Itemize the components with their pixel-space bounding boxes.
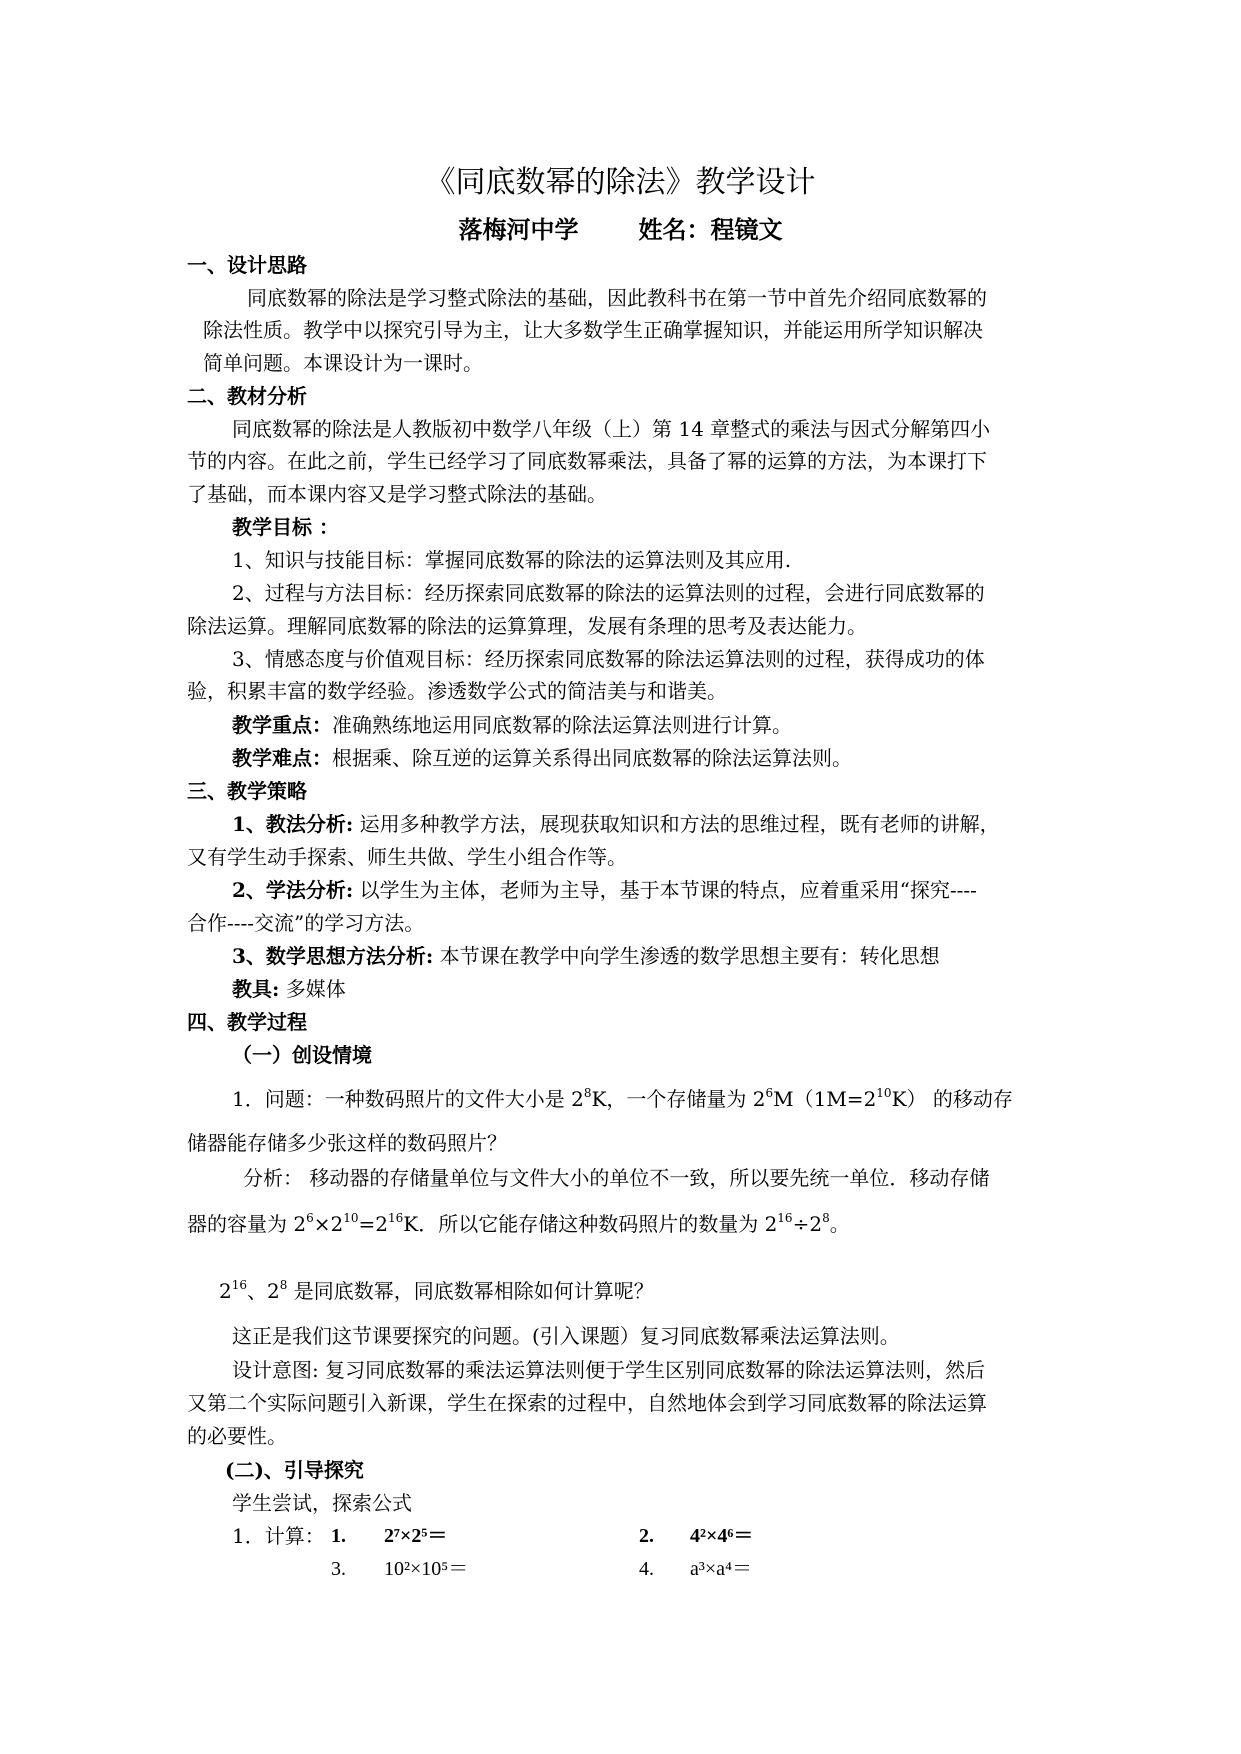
key-point: [232, 711, 1241, 739]
exercise-number: 2.: [639, 1525, 654, 1547]
goal-item: 3、情感态度与价值观目标：经历探索同底数幂的除法运算法则的过程，获得成功的体: [232, 647, 985, 671]
analysis-text: ÷2: [792, 1212, 823, 1236]
goal-item: 1、知识与技能目标：掌握同底数幂的除法的运算法则及其应用.: [232, 548, 792, 572]
intent-line-continued: 又第二个实际问题引入新课，学生在探索的过程中，自然地体会到学习同底数幂的除法运算: [187, 1391, 987, 1415]
goals-heading: 教学目标 ：: [232, 515, 339, 539]
strategy-label: 2、学法分析:: [232, 878, 354, 902]
section-heading-material: 二、教材分析: [187, 384, 307, 408]
problem-text: K，一个存储量为 2: [591, 1087, 766, 1111]
problem-line-continued: 储器能存储多少张这样的数码照片？: [187, 1131, 507, 1155]
strategy-label: 1、教法分析:: [232, 812, 354, 836]
paragraph-line: 同底数幂的除法是人教版初中数学八年级（上）第 14 章整式的乘法与因式分解第四小: [232, 417, 991, 441]
exponent: 6: [306, 1211, 314, 1225]
exponent: 8: [279, 1278, 288, 1292]
paragraph-line: 了基础，而本课内容又是学习整式除法的基础。: [187, 482, 607, 506]
exponent: 10: [343, 1211, 359, 1225]
exercise-number: 3.: [331, 1558, 346, 1580]
analysis-text: 器的容量为 2: [187, 1212, 307, 1236]
strategy-item: [232, 942, 1241, 970]
intro-line: 这正是我们这节课要探究的问题。(引入课题）复习同底数幂乘法运算法则。: [232, 1324, 900, 1348]
key-point-label: 教学重点：: [232, 713, 332, 737]
strategy-text: 本节课在教学中向学生渗透的数学思想主要有：转化思想: [433, 944, 940, 968]
analysis-line: 分析： 移动器的存储量单位与文件大小的单位不一致，所以要先统一单位．移动存储: [243, 1166, 990, 1190]
tools-text: 多媒体: [279, 977, 346, 1001]
exercise-expression: 4²×4⁶＝: [690, 1525, 754, 1547]
analysis-text: =2: [358, 1212, 388, 1236]
analysis-text: ×2: [313, 1212, 344, 1236]
school-name: 落梅河中学: [458, 215, 579, 244]
section-heading-process: 四、教学过程: [187, 1010, 307, 1034]
exponent: 6: [765, 1086, 774, 1100]
strategy-text: 运用多种教学方法，展现获取知识和方法的思维过程，既有老师的讲解，: [353, 812, 1000, 836]
exercise-expression: 10²×10⁵＝: [384, 1558, 469, 1580]
key-point-text: 准确熟练地运用同底数幂的除法运算法则进行计算。: [332, 713, 792, 737]
intent-line: 设计意图: 复习同底数幂的乘法运算法则便于学生区别同底数幂的除法运算法则，然后: [232, 1358, 986, 1382]
paragraph-line: 同底数幂的除法是学习整式除法的基础，因此教科书在第一节中首先介绍同底数幂的: [247, 286, 987, 310]
tools-line: [232, 975, 1241, 1003]
paragraph-line: 简单问题。本课设计为一课时。: [203, 351, 483, 375]
problem-text: 1．问题：一种数码照片的文件大小是 2: [232, 1087, 584, 1111]
goal-item-continued: 验，积累丰富的数学经验。渗透数学公式的简洁美与和谐美。: [187, 679, 727, 703]
section-heading-design: 一、设计思路: [187, 253, 307, 277]
student-try-line: 学生尝试，探索公式: [232, 1491, 412, 1515]
analysis-text: K．所以它能存储这种数码照片的数量为 2: [403, 1212, 778, 1236]
analysis-text: 。: [829, 1212, 850, 1236]
exponent: 16: [231, 1278, 248, 1292]
strategy-label: 3、数学思想方法分析:: [232, 944, 434, 968]
strategy-item-continued: 又有学生动手探索、师生共做、学生小组合作等。: [187, 845, 627, 869]
strategy-item: [232, 810, 1241, 838]
strategy-item: [232, 876, 1241, 904]
difficult-point-text: 根据乘、除互逆的运算关系得出同底数幂的除法运算法则。: [332, 746, 852, 770]
exponent: 8: [822, 1211, 830, 1225]
author-line: [0, 214, 1241, 246]
problem-line: [232, 1085, 1241, 1113]
tools-label: 教具:: [232, 977, 280, 1001]
calc-label: 1．计算：: [232, 1524, 325, 1548]
difficult-point: [232, 744, 1241, 772]
goal-item: 2、过程与方法目标：经历探索同底数幂的除法的运算法则的过程，会进行同底数幂的: [232, 581, 985, 605]
subsection-heading-situation: （一）创设情境: [232, 1043, 372, 1067]
exponent: 8: [583, 1086, 592, 1100]
same-base-question: [219, 1277, 1241, 1305]
exponent: 16: [387, 1211, 404, 1225]
strategy-item-continued: 合作----交流”的学习方法。: [187, 911, 425, 935]
problem-text: K） 的移动存: [891, 1087, 1013, 1111]
question-text: 、2: [247, 1279, 280, 1303]
exponent: 10: [876, 1086, 892, 1100]
paragraph-line: 除法性质。教学中以探究引导为主，让大多数学生正确掌握知识，并能运用所学知识解决: [203, 318, 983, 342]
document-title: 《同底数幂的除法》教学设计: [425, 165, 816, 200]
question-text: 是同底数幂，同底数幂相除如何计算呢？: [287, 1279, 654, 1303]
problem-text: M（1M=2: [773, 1087, 877, 1111]
goal-item-continued: 除法运算。理解同底数幂的除法的运算算理，发展有条理的思考及表达能力。: [187, 614, 867, 638]
question-text: 2: [219, 1279, 232, 1303]
section-heading-strategy: 三、教学策略: [187, 779, 307, 803]
analysis-line-continued: [187, 1210, 1241, 1238]
exercise-number: 1.: [331, 1525, 346, 1547]
paragraph-line: 节的内容。在此之前，学生已经学习了同底数幂乘法，具备了幂的运算的方法，为本课打下: [187, 449, 987, 473]
difficult-point-label: 教学难点：: [232, 746, 332, 770]
strategy-text: 以学生为主体，老师为主导，基于本节课的特点，应着重采用“探究----: [353, 878, 977, 902]
exercise-expression: 2⁷×2⁵＝: [384, 1525, 448, 1547]
author-name: 姓名：程镜文: [638, 215, 783, 244]
exercise-number: 4.: [639, 1558, 654, 1580]
intent-line-continued: 的必要性。: [187, 1424, 287, 1448]
exercise-expression: a³×a⁴＝: [690, 1558, 753, 1580]
exponent: 16: [777, 1211, 793, 1225]
subsection-heading-explore: (二)、引导探究: [225, 1458, 364, 1482]
